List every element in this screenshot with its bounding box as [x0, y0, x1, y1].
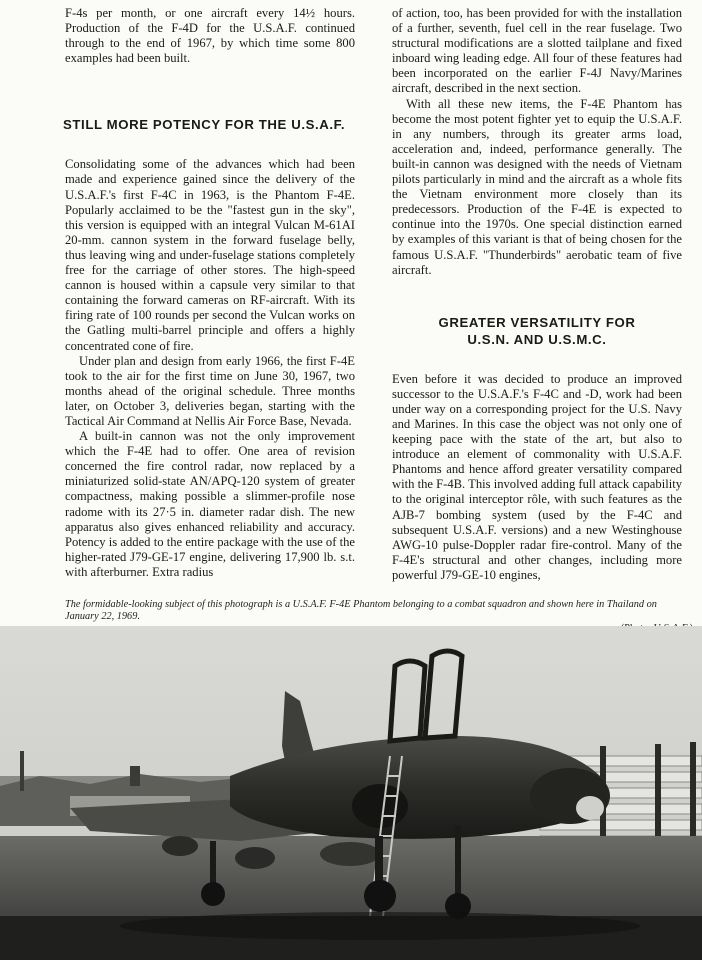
right-paragraph-1: With all these new items, the F-4E Phantom has become the most potent fighter yet to equip the U.S.A.F. in any numbers, through its greater arms load, acceleration and, indeed, performance generally. The built-in cannon was designed with the needs of Vietnam pilots particularly in mind and the aircraft as a whole fits the Vietnam environment more closely than its predecessors. Production of the F-4E is expected to continue into the 1970s. One special distinction earned by examples of this variant is that of being chosen for the famous U.S.A.F. "Thunderbirds" aerobatic team of five aircraft. [392, 96, 682, 277]
section-heading-usn-usmc [392, 314, 682, 348]
heading-line-2: U.S.N. AND U.S.M.C. [467, 331, 607, 347]
right-paragraph-2: Even before it was decided to produce an improved successor to the U.S.A.F.'s F-4C and -D, work had been under way on a corresponding project for the U.S. Navy and Marines. In this case the object was not only one of keeping pace with the state of the art, but also to introduce an element of commonality with U.S.A.F. Phantoms and hence afford greater versatility compared with the F-4B. This involved adding full attack capability to the original interceptor rôle, with such features as the AJB-7 bombing system (used by the F-4C and subsequent U.S.A.F. versions) and a new Westinghouse AWG-10 pulse-Doppler radar fire-control. Many of the F-4E's structural and other changes, including more powerful J79-GE-10 engines, [392, 371, 682, 582]
left-paragraph-2: Under plan and design from early 1966, the first F-4E took to the air for the first time on June 30, 1967, two months ahead of the original schedule. Three months later, on October 3, deliveries began, starting with the Tactical Air Command at Nellis Air Force Base, Nevada. [65, 353, 355, 428]
aircraft-photograph [0, 626, 702, 960]
section-heading-usaf: STILL MORE POTENCY FOR THE U.S.A.F. [63, 117, 346, 133]
right-intro-paragraph: of action, too, has been provided for with the installation of a further, seventh, fuel cell in the rear fuselage. Two structural modifications are a slotted tailplane and fixed inboard wing leading edge. All four of these features had been incorporated on the earlier F-4J Navy/Marines aircraft, described in the next section. [392, 6, 682, 96]
caption-text: The formidable-looking subject of this photograph is a U.S.A.F. F-4E Phantom belonging to a combat squadron and shown here in Thailand on January 22, 1969. [65, 599, 657, 622]
right-column [392, 6, 682, 583]
left-intro-paragraph: F-4s per month, or one aircraft every 14½ hours. Production of the F-4D for the U.S.A.F. continued through to the end of 1967, by which time some 800 examples had been built. [65, 6, 355, 66]
left-column [65, 6, 355, 580]
heading-line-1: GREATER VERSATILITY FOR [438, 314, 636, 330]
left-paragraph-3: A built-in cannon was not the only improvement which the F-4E had to offer. One area of revision concerned the fire control radar, now replaced by a miniaturized solid-state AN/APQ-120 system of greater compactness, making possible a slimmer-profile nose radome with its 27·5 in. diameter radar dish. The new apparatus also gives enhanced reliability and accuracy. Potency is added to the entire package with the use of the higher-rated J79-GE-17 engine, delivering 17,900 lb. s.t. with afterburner. Extra radius [65, 429, 355, 579]
left-paragraph-1: Consolidating some of the advances which had been made and experience gained since the delivery of the U.S.A.F.'s first F-4C in 1963, is the Phantom F-4E. Popularly acclaimed to be the "fastest gun in the sky", this version is equipped with an integral Vulcan M-61AI 20-mm. cannon system in the forward fuselage belly, thus leaving wing and under-fuselage stations completely free for the carriage of other stores. The high-speed cannon is housed within a capsule very similar to that containing the forward cameras on RF-aircraft. With its firing rate of 100 rounds per second the Vulcan works on the Gatling multi-barrel principle and offers a highly concentrated cone of fire. [65, 157, 355, 353]
phantom-photo-illustration [0, 626, 702, 960]
